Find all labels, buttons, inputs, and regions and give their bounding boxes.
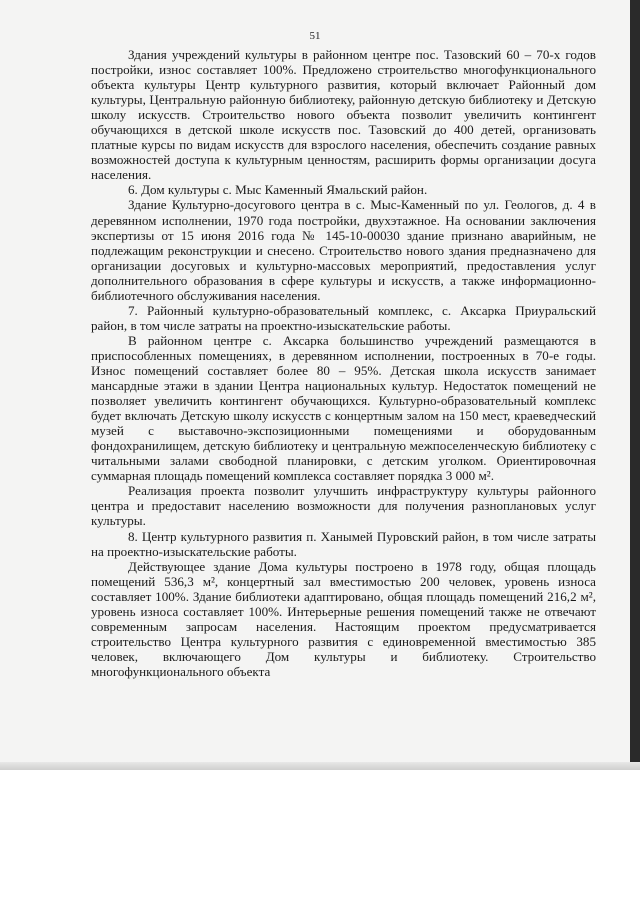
heading-aksarka: 7. Районный культурно-образовательный комплекс, с. Аксарка Приуральский район, в том числе затраты на проектно-изыскательские работы. xyxy=(91,302,596,333)
scan-edge-shadow xyxy=(0,762,640,770)
paragraph-aksarka: В районном центре с. Аксарка большинство учреждений размещаются в приспособленных помещениях, в деревянном исполнении, построенных в 70-е годы. Износ помещений составляет более 80 – 95%. Детская школа искусств занимает мансардные этажи в здании Центра национальных культур. Недостаток помещений не позволяет увеличить контингент обучающихся. Культурно-образовательный комплекс будет включать Детскую школу искусств с концертным залом на 150 мест, краеведческий музей с выставочно-экспозиционными помещениями и оборудованным фондохранилищем, детскую библиотеку и центральную межпоселенческую библиотеку с читальными залами свободной планировки, с детским уголком. Ориентировочная суммарная площадь помещений комплекса составляет порядка 3 000 м². xyxy=(91,332,596,484)
page-number: 51 xyxy=(309,30,321,42)
heading-mys-kamenny: 6. Дом культуры с. Мыс Каменный Ямальский район. xyxy=(128,182,428,198)
document-body xyxy=(91,47,596,679)
paragraph-mys-kamenny: Здание Культурно-досугового центра в с. Мыс-Каменный по ул. Геологов, д. 4 в деревянном исполнении, 1970 года постройки, двухэтажное. На основании заключения экспертизы от 15 июня 2016 года № 145-10-00030 здание признано аварийным, не подлежащим реконструкции и снесено. Строительство нового здания предназначено для организации досуговых и культурно-массовых мероприятий, предоставления услуг дополнительного образования в сфере культуры и искусств, а также информационно-библиотечного обслуживания населения. xyxy=(91,197,596,303)
paragraph-project-outcome: Реализация проекта позволит улучшить инфраструктуру культуры районного центра и предоставит населению возможности для получения разноплановых услуг культуры. xyxy=(91,483,596,529)
paragraph-khanymey: Действующее здание Дома культуры построено в 1978 году, общая площадь помещений 536,3 м², концертный зал вместимостью 200 человек, уровень износа составляет 100%. Здание библиотеки адаптировано, общая площадь помещений 216,2 м², уровень износа составляет 100%. Интерьерные решения помещений также не отвечают современным запросам населения. Настоящим проектом предусматривается строительство Центра культурного развития с единовременной вместимостью 385 человек, включающего Дом культуры и библиотеку. Строительство многофункционального объекта xyxy=(91,558,596,679)
heading-khanymey: 8. Центр культурного развития п. Ханымей Пуровский район, в том числе затраты на проектно-изыскательские работы. xyxy=(91,528,596,559)
paragraph-tazovsky: Здания учреждений культуры в районном центре пос. Тазовский 60 – 70-х годов постройки, износ составляет 100%. Предложено строительство многофункционального объекта культуры Центр культурного развития, который включает Районный дом культуры, Центральную районную библиотеку, районную детскую библиотеку и Детскую школу искусств. Строительство нового объекта позволит увеличить контингент обучающихся в детской школе искусств пос. Тазовский до 400 детей, организовать платные курсы по видам искусств для взрослого населения, обеспечить создание равных возможностей доступа к культурным ценностям, расширить формы организации досуга населения. xyxy=(91,47,596,183)
